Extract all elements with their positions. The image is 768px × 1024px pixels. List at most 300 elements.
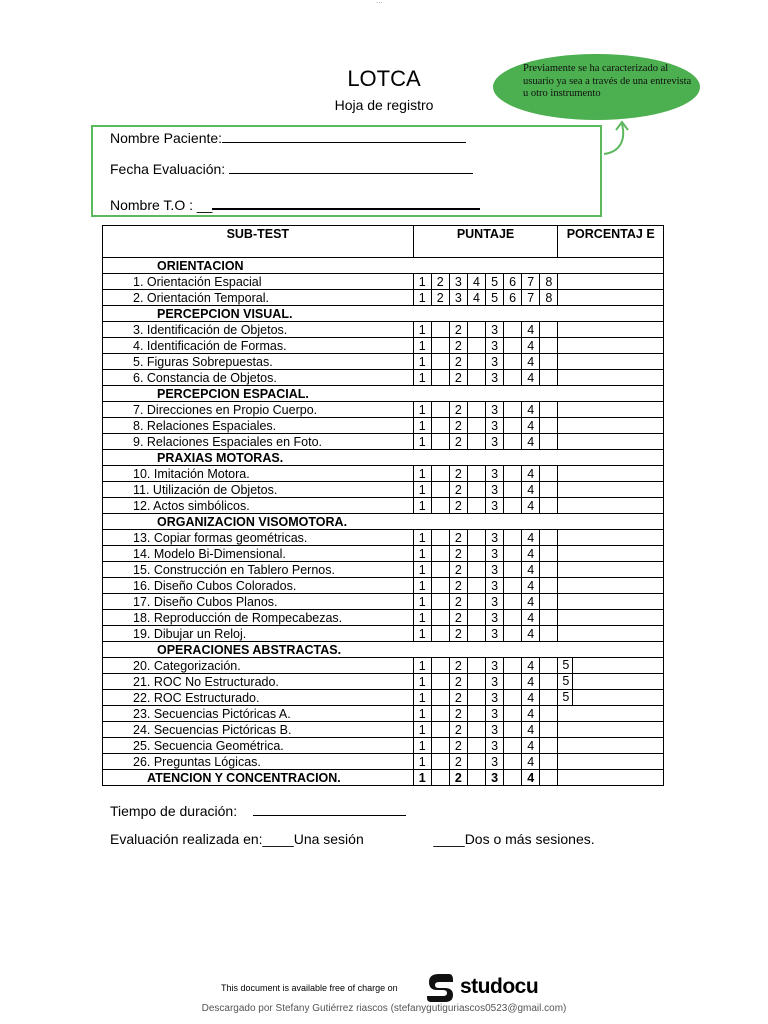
score-option[interactable]: 4 <box>522 498 540 514</box>
score-option[interactable]: 1 <box>413 546 431 562</box>
score-box[interactable] <box>431 610 449 626</box>
score-option[interactable]: 5 <box>558 674 573 689</box>
score-option[interactable]: 1 <box>413 674 431 690</box>
score-box[interactable] <box>431 418 449 434</box>
score-option[interactable]: 2 <box>449 322 467 338</box>
score-option[interactable]: 4 <box>467 290 485 306</box>
score-option[interactable]: 1 <box>413 402 431 418</box>
score-option[interactable]: 1 <box>413 274 431 290</box>
score-option[interactable]: 1 <box>413 594 431 610</box>
score-box[interactable] <box>504 322 522 338</box>
score-box[interactable] <box>504 578 522 594</box>
score-option[interactable]: 3 <box>486 370 504 386</box>
score-box[interactable] <box>431 498 449 514</box>
percent-cell[interactable] <box>558 578 664 594</box>
score-option[interactable]: 3 <box>486 690 504 706</box>
score-box[interactable] <box>504 402 522 418</box>
session-label: Evaluación realizada en: <box>110 831 263 847</box>
subtest-label: 9. Relaciones Espaciales en Foto. <box>103 434 414 450</box>
score-option[interactable]: 4 <box>522 610 540 626</box>
percent-cell[interactable] <box>558 274 664 290</box>
score-option[interactable]: 2 <box>449 738 467 754</box>
score-option[interactable]: 4 <box>522 626 540 642</box>
score-option[interactable]: 3 <box>486 418 504 434</box>
score-box[interactable] <box>431 658 449 674</box>
score-box[interactable] <box>540 338 558 354</box>
score-option[interactable]: 4 <box>522 482 540 498</box>
score-option[interactable]: 2 <box>449 770 467 786</box>
score-box[interactable] <box>540 770 558 786</box>
score-option[interactable]: 3 <box>486 562 504 578</box>
table-row <box>103 594 664 610</box>
score-box[interactable] <box>431 434 449 450</box>
score-box[interactable] <box>504 418 522 434</box>
score-option[interactable]: 4 <box>522 594 540 610</box>
score-option[interactable]: 3 <box>486 610 504 626</box>
score-box[interactable] <box>504 706 522 722</box>
score-box[interactable] <box>431 626 449 642</box>
subtest-label: 10. Imitación Motora. <box>103 466 414 482</box>
subtest-label: 1. Orientación Espacial <box>103 274 414 290</box>
score-option[interactable]: 1 <box>413 610 431 626</box>
score-option[interactable]: 4 <box>522 690 540 706</box>
score-option[interactable]: 2 <box>449 626 467 642</box>
score-box[interactable] <box>467 370 485 386</box>
score-box[interactable] <box>467 594 485 610</box>
score-box[interactable] <box>467 546 485 562</box>
subtest-label: 15. Construcción en Tablero Pernos. <box>103 562 414 578</box>
percent-cell[interactable] <box>558 738 664 754</box>
score-box[interactable] <box>540 354 558 370</box>
score-option[interactable]: 2 <box>449 706 467 722</box>
score-option[interactable]: 3 <box>486 706 504 722</box>
subtest-label: 13. Copiar formas geométricas. <box>103 530 414 546</box>
table-row <box>103 498 664 514</box>
score-box[interactable] <box>431 738 449 754</box>
percent-cell[interactable] <box>558 338 664 354</box>
score-option[interactable]: 5 <box>486 274 504 290</box>
table-row <box>103 626 664 642</box>
score-option[interactable]: 3 <box>486 546 504 562</box>
score-box[interactable] <box>467 338 485 354</box>
score-box[interactable] <box>504 354 522 370</box>
score-option[interactable]: 3 <box>486 466 504 482</box>
score-option[interactable]: 8 <box>540 274 558 290</box>
score-box[interactable] <box>540 498 558 514</box>
score-option[interactable]: 2 <box>449 690 467 706</box>
score-option[interactable]: 4 <box>522 754 540 770</box>
section-row <box>103 258 664 274</box>
score-option[interactable]: 1 <box>413 770 431 786</box>
score-box[interactable] <box>467 498 485 514</box>
score-option[interactable]: 4 <box>522 706 540 722</box>
therapist-field[interactable] <box>212 194 480 210</box>
score-box[interactable] <box>540 322 558 338</box>
score-option[interactable]: 1 <box>413 530 431 546</box>
score-box[interactable] <box>504 562 522 578</box>
score-option[interactable]: 1 <box>413 738 431 754</box>
table-row <box>103 706 664 722</box>
score-box[interactable] <box>504 546 522 562</box>
score-box[interactable] <box>431 770 449 786</box>
subtest-label: 16. Diseño Cubos Colorados. <box>103 578 414 594</box>
percent-cell[interactable] <box>558 482 664 498</box>
score-box[interactable] <box>431 546 449 562</box>
percent-cell[interactable] <box>558 418 664 434</box>
score-box[interactable] <box>540 706 558 722</box>
note-text: Previamente se ha caracterizado al usuario ya sea a través de una entrevista u otro instrumento <box>523 63 692 99</box>
score-box[interactable] <box>431 338 449 354</box>
percent-cell[interactable] <box>558 610 664 626</box>
score-option[interactable]: 3 <box>486 578 504 594</box>
score-box[interactable] <box>431 674 449 690</box>
patient-name-field[interactable] <box>222 128 466 143</box>
score-option[interactable]: 3 <box>486 594 504 610</box>
percent-cell[interactable] <box>558 690 664 706</box>
score-option[interactable]: 6 <box>504 274 522 290</box>
score-box[interactable] <box>540 578 558 594</box>
score-option[interactable]: 2 <box>449 354 467 370</box>
score-box[interactable] <box>431 578 449 594</box>
score-option[interactable]: 4 <box>522 674 540 690</box>
score-box[interactable] <box>504 594 522 610</box>
score-option[interactable]: 4 <box>522 770 540 786</box>
score-option[interactable]: 4 <box>522 418 540 434</box>
score-box[interactable] <box>467 322 485 338</box>
score-box[interactable] <box>540 754 558 770</box>
percent-cell[interactable] <box>558 354 664 370</box>
score-option[interactable]: 3 <box>486 754 504 770</box>
table-row <box>103 690 664 706</box>
section-row <box>103 642 664 658</box>
score-option[interactable]: 2 <box>449 658 467 674</box>
percent-cell[interactable] <box>558 562 664 578</box>
score-option[interactable]: 3 <box>486 626 504 642</box>
percent-cell[interactable] <box>558 594 664 610</box>
score-box[interactable] <box>504 626 522 642</box>
score-option[interactable]: 2 <box>449 530 467 546</box>
score-box[interactable] <box>540 610 558 626</box>
score-box[interactable] <box>540 562 558 578</box>
score-box[interactable] <box>540 370 558 386</box>
score-option[interactable]: 4 <box>522 562 540 578</box>
score-box[interactable] <box>504 498 522 514</box>
score-option[interactable]: 3 <box>486 498 504 514</box>
score-option[interactable]: 3 <box>486 322 504 338</box>
score-option[interactable]: 4 <box>522 434 540 450</box>
score-option[interactable]: 3 <box>486 738 504 754</box>
score-option[interactable]: 3 <box>486 354 504 370</box>
percent-cell[interactable] <box>558 770 664 786</box>
score-option[interactable]: 2 <box>449 594 467 610</box>
score-option[interactable]: 2 <box>449 562 467 578</box>
percent-cell[interactable] <box>558 722 664 738</box>
score-box[interactable] <box>467 530 485 546</box>
score-box[interactable] <box>540 674 558 690</box>
table-row <box>103 466 664 482</box>
table-row <box>103 610 664 626</box>
percent-cell[interactable] <box>558 546 664 562</box>
score-box[interactable] <box>540 738 558 754</box>
score-option[interactable]: 2 <box>449 610 467 626</box>
patient-name-line <box>110 128 466 146</box>
percent-cell[interactable] <box>558 402 664 418</box>
session-blank-one[interactable]: ____ <box>262 831 294 847</box>
score-option[interactable]: 3 <box>486 530 504 546</box>
score-box[interactable] <box>540 482 558 498</box>
score-option[interactable]: 5 <box>486 290 504 306</box>
score-box[interactable] <box>540 594 558 610</box>
score-box[interactable] <box>467 418 485 434</box>
score-option[interactable]: 1 <box>413 290 431 306</box>
score-box[interactable] <box>540 418 558 434</box>
percent-cell[interactable] <box>558 626 664 642</box>
score-option[interactable]: 2 <box>449 466 467 482</box>
score-box[interactable] <box>467 610 485 626</box>
score-option[interactable]: 1 <box>413 434 431 450</box>
score-option[interactable]: 2 <box>449 674 467 690</box>
score-box[interactable] <box>540 434 558 450</box>
score-box[interactable] <box>467 690 485 706</box>
table-row <box>103 482 664 498</box>
score-option[interactable]: 1 <box>413 562 431 578</box>
percent-header <box>558 226 664 258</box>
score-box[interactable] <box>467 578 485 594</box>
percent-cell[interactable] <box>558 498 664 514</box>
score-box[interactable] <box>467 402 485 418</box>
table-row <box>103 674 664 690</box>
score-header: PUNTAJE <box>413 226 558 258</box>
score-option[interactable]: 4 <box>522 530 540 546</box>
percent-cell[interactable] <box>558 754 664 770</box>
score-box[interactable] <box>431 562 449 578</box>
table-row <box>103 722 664 738</box>
score-box[interactable] <box>540 466 558 482</box>
score-box[interactable] <box>431 370 449 386</box>
score-box[interactable] <box>540 402 558 418</box>
score-option[interactable]: 2 <box>449 338 467 354</box>
score-option[interactable]: 3 <box>486 658 504 674</box>
score-box[interactable] <box>467 354 485 370</box>
score-box[interactable] <box>431 322 449 338</box>
score-option[interactable]: 2 <box>449 546 467 562</box>
score-option[interactable]: 2 <box>449 754 467 770</box>
subtest-label: 7. Direcciones en Propio Cuerpo. <box>103 402 414 418</box>
evaluation-date-field[interactable] <box>229 159 473 174</box>
score-option[interactable]: 2 <box>431 290 449 306</box>
score-option[interactable]: 7 <box>522 274 540 290</box>
table-row <box>103 578 664 594</box>
score-option[interactable]: 4 <box>522 322 540 338</box>
score-option[interactable]: 1 <box>413 578 431 594</box>
percent-cell[interactable] <box>558 370 664 386</box>
score-option[interactable]: 4 <box>522 370 540 386</box>
score-box[interactable] <box>540 626 558 642</box>
score-option[interactable]: 7 <box>522 290 540 306</box>
score-option[interactable]: 2 <box>449 498 467 514</box>
score-box[interactable] <box>504 370 522 386</box>
score-box[interactable] <box>431 722 449 738</box>
score-box[interactable] <box>540 530 558 546</box>
duration-field[interactable] <box>253 801 406 816</box>
duration-line <box>110 801 406 819</box>
score-option[interactable]: 1 <box>413 690 431 706</box>
score-box[interactable] <box>431 402 449 418</box>
subtest-label: 5. Figuras Sobrepuestas. <box>103 354 414 370</box>
score-box[interactable] <box>504 674 522 690</box>
score-option[interactable]: 4 <box>522 546 540 562</box>
section-filler <box>413 306 663 322</box>
session-one-option: Una sesión <box>293 831 364 847</box>
section-row <box>103 514 664 530</box>
score-option[interactable]: 2 <box>449 434 467 450</box>
percent-cell[interactable] <box>558 434 664 450</box>
score-box[interactable] <box>431 482 449 498</box>
score-option[interactable]: 3 <box>486 770 504 786</box>
score-box[interactable] <box>540 658 558 674</box>
score-box[interactable] <box>431 754 449 770</box>
therapist-label: Nombre T.O : <box>110 197 193 213</box>
score-box[interactable] <box>504 482 522 498</box>
score-box[interactable] <box>504 754 522 770</box>
score-option[interactable]: 1 <box>413 418 431 434</box>
percent-cell[interactable] <box>558 658 664 674</box>
score-option[interactable]: 3 <box>486 338 504 354</box>
score-box[interactable] <box>467 706 485 722</box>
score-box[interactable] <box>504 690 522 706</box>
score-option[interactable]: 1 <box>413 626 431 642</box>
score-option[interactable]: 1 <box>413 322 431 338</box>
score-box[interactable] <box>504 466 522 482</box>
score-option[interactable]: 4 <box>522 354 540 370</box>
score-option[interactable]: 4 <box>522 402 540 418</box>
curved-arrow-icon <box>598 118 638 158</box>
percent-cell[interactable] <box>558 466 664 482</box>
score-box[interactable] <box>467 466 485 482</box>
score-option[interactable]: 1 <box>413 706 431 722</box>
percent-cell[interactable] <box>558 322 664 338</box>
score-box[interactable] <box>504 610 522 626</box>
score-box[interactable] <box>504 338 522 354</box>
score-option[interactable]: 3 <box>486 674 504 690</box>
score-option[interactable]: 2 <box>449 722 467 738</box>
score-option[interactable]: 5 <box>558 658 573 673</box>
score-option[interactable]: 3 <box>486 482 504 498</box>
score-box[interactable] <box>467 770 485 786</box>
score-option[interactable]: 2 <box>449 370 467 386</box>
score-box[interactable] <box>431 354 449 370</box>
score-option[interactable]: 2 <box>449 482 467 498</box>
score-box[interactable] <box>467 434 485 450</box>
score-box[interactable] <box>504 770 522 786</box>
table-row <box>103 770 664 786</box>
score-box[interactable] <box>540 722 558 738</box>
score-box[interactable] <box>467 626 485 642</box>
score-box[interactable] <box>431 690 449 706</box>
score-option[interactable]: 1 <box>413 658 431 674</box>
score-option[interactable]: 1 <box>413 722 431 738</box>
session-blank-many[interactable]: ____ <box>433 831 465 847</box>
score-option[interactable]: 3 <box>486 402 504 418</box>
score-option[interactable]: 3 <box>486 722 504 738</box>
subtest-label: 11. Utilización de Objetos. <box>103 482 414 498</box>
score-option[interactable]: 4 <box>522 578 540 594</box>
percent-cell[interactable] <box>558 290 664 306</box>
score-box[interactable] <box>431 466 449 482</box>
score-box[interactable] <box>504 434 522 450</box>
score-option[interactable]: 1 <box>413 482 431 498</box>
score-option[interactable]: 3 <box>449 290 467 306</box>
score-option[interactable]: 2 <box>449 402 467 418</box>
score-option[interactable]: 4 <box>522 722 540 738</box>
score-box[interactable] <box>467 482 485 498</box>
score-box[interactable] <box>540 690 558 706</box>
score-box[interactable] <box>467 674 485 690</box>
score-option[interactable]: 4 <box>522 338 540 354</box>
percent-cell[interactable] <box>558 674 664 690</box>
score-option[interactable]: 2 <box>449 578 467 594</box>
table-row <box>103 354 664 370</box>
score-option[interactable]: 5 <box>558 690 573 705</box>
score-option[interactable]: 1 <box>413 354 431 370</box>
score-option[interactable]: 1 <box>413 466 431 482</box>
subtest-label: 19. Dibujar un Reloj. <box>103 626 414 642</box>
score-option[interactable]: 1 <box>413 370 431 386</box>
percent-cell[interactable] <box>558 706 664 722</box>
score-option[interactable]: 4 <box>522 658 540 674</box>
score-option[interactable]: 2 <box>449 418 467 434</box>
score-box[interactable] <box>431 594 449 610</box>
section-filler <box>413 450 663 466</box>
top-mark: ... <box>376 0 383 5</box>
score-option[interactable]: 6 <box>504 290 522 306</box>
score-option[interactable]: 4 <box>467 274 485 290</box>
section-row <box>103 306 664 322</box>
score-box[interactable] <box>467 658 485 674</box>
table-row <box>103 434 664 450</box>
score-box[interactable] <box>540 546 558 562</box>
subtest-label: 8. Relaciones Espaciales. <box>103 418 414 434</box>
score-option[interactable]: 2 <box>431 274 449 290</box>
score-box[interactable] <box>431 706 449 722</box>
table-row <box>103 402 664 418</box>
table-row <box>103 738 664 754</box>
score-option[interactable]: 1 <box>413 754 431 770</box>
therapist-prefix: __ <box>196 197 213 213</box>
subtest-label: 20. Categorización. <box>103 658 414 674</box>
subtest-label: 17. Diseño Cubos Planos. <box>103 594 414 610</box>
score-option[interactable]: 3 <box>449 274 467 290</box>
table-row <box>103 418 664 434</box>
score-box[interactable] <box>504 530 522 546</box>
score-box[interactable] <box>467 722 485 738</box>
percent-cell[interactable] <box>558 530 664 546</box>
studocu-brand: studocu <box>460 975 539 998</box>
score-box[interactable] <box>504 738 522 754</box>
score-box[interactable] <box>504 658 522 674</box>
score-box[interactable] <box>467 562 485 578</box>
score-option[interactable]: 4 <box>522 738 540 754</box>
score-box[interactable] <box>467 738 485 754</box>
score-box[interactable] <box>431 530 449 546</box>
score-box[interactable] <box>504 722 522 738</box>
score-option[interactable]: 4 <box>522 466 540 482</box>
score-option[interactable]: 8 <box>540 290 558 306</box>
score-option[interactable]: 1 <box>413 498 431 514</box>
score-box[interactable] <box>467 754 485 770</box>
score-option[interactable]: 3 <box>486 434 504 450</box>
score-option[interactable]: 1 <box>413 338 431 354</box>
